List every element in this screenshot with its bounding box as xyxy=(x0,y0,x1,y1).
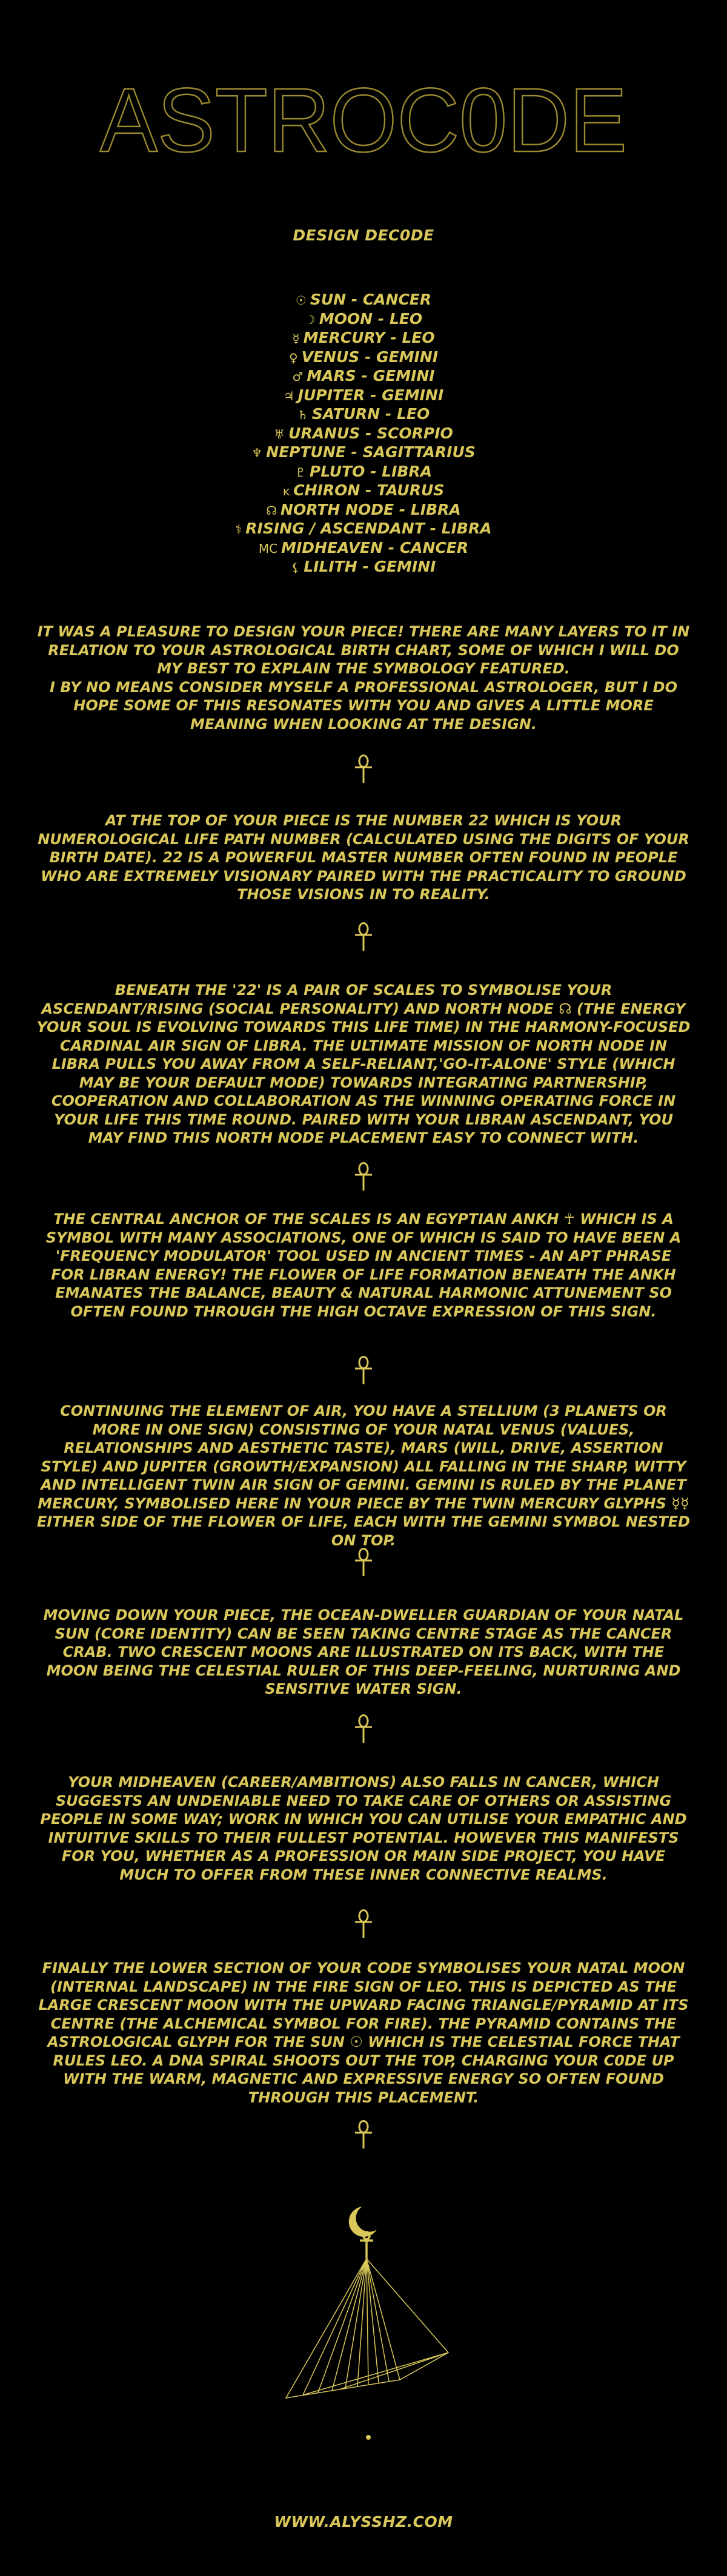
venus-icon: ♀ xyxy=(288,350,298,365)
lilith-icon: ⚸ xyxy=(291,560,300,575)
ankh-paragraph: THE CENTRAL ANCHOR OF THE SCALES IS AN EGYPTIAN ANKH ☥ WHICH IS A SYMBOL WITH MANY ASSOCIATIONS, ONE OF WHICH IS SAID TO HAVE BEEN A 'FREQUENCY MODULATOR' TOOL USED IN ANCIENT TIMES - AN APT PHRASE FOR LIBRAN ENERGY! THE FLOWER OF LIFE FORMATION BENEATH THE ANKH EMANATES THE BALANCE, BEAUTY & NATURAL HARMONIC ATTUNEMENT SO OFTEN FOUND THROUGH THE HIGH OCTAVE EXPRESSION OF THIS SIGN. xyxy=(45,1210,682,1320)
ankh-divider-icon xyxy=(351,922,376,952)
dot-icon xyxy=(366,2435,371,2440)
placement-item: ⚸ LILITH - GEMINI xyxy=(291,558,436,575)
mercury-icon: ☿ xyxy=(292,331,300,346)
moon-icon: ☽ xyxy=(304,312,316,327)
scales-paragraph: BENEATH THE '22' IS A PAIR OF SCALES TO SYMBOLISE YOUR ASCENDANT/RISING (SOCIAL PERSONALITY) AND NORTH NODE ☊ (THE ENERGY YOUR SOUL IS EVOLVING TOWARDS THIS LIFE TIME) IN THE HARMONY-FOCUSED CARDINAL AIR SIGN OF LIBRA. THE ULTIMATE MISSION OF NORTH NODE IN LIBRA PULLS YOU AWAY FROM A SELF-RELIANT,'GO-IT-ALONE' STYLE (WHICH MAY BE YOUR DEFAULT MODE) TOWARDS INTEGRATING PARTNERSHIP, COOPERATION AND COLLABORATION AS THE WINNING OPERATING FORCE IN YOUR LIFE THIS TIME ROUND. PAIRED WITH YOUR LIBRAN ASCENDANT, YOU MAY FIND THIS NORTH NODE PLACEMENT EASY TO CONNECT WITH. xyxy=(36,982,691,1146)
astrocode-logo xyxy=(0,58,727,179)
ankh-divider-icon xyxy=(351,1161,376,1192)
pluto-icon: ♇ xyxy=(294,464,306,480)
placement-item: ĸ CHIRON - TAURUS xyxy=(282,481,445,499)
website-link[interactable]: WWW.ALYSSHZ.COM xyxy=(274,2513,453,2531)
intro-paragraph: IT WAS A PLEASURE TO DESIGN YOUR PIECE! THERE ARE MANY LAYERS TO IT IN RELATION TO YOUR ASTROLOGICAL BIRTH CHART, SOME OF WHICH I WILL DO MY BEST TO EXPLAIN THE SYMBOLOGY FEATURED. I BY NO MEANS CONSIDER MYSELF A PROFESSIONAL ASTROLOGER, BUT I DO HOPE SOME OF THIS RESONATES WITH YOU AND GIVES A LITTLE MORE MEANING WHEN LOOKING AT THE DESIGN. xyxy=(37,623,690,733)
stellium-paragraph: CONTINUING THE ELEMENT OF AIR, YOU HAVE A STELLIUM (3 PLANETS OR MORE IN ONE SIGN) CONSISTING OF YOUR NATAL VENUS (VALUES, RELATIONSHIPS AND AESTHETIC TASTE), MARS (WILL, DRIVE, ASSERTION STYLE) AND JUPITER (GROWTH/EXPANSION) ALL FALLING IN THE SHARP, WITTY AND INTELLIGENT TWIN AIR SIGN OF GEMINI. GEMINI IS RULED BY THE PLANET MERCURY, SYMBOLISED HERE IN YOUR PIECE BY THE TWIN MERCURY GLYPHS ☿☿ EITHER SIDE OF THE FLOWER OF LIFE, EACH WITH THE GEMINI SYMBOL NESTED ON TOP. xyxy=(36,1402,691,1549)
placement-item: ☉ SUN - CANCER xyxy=(295,291,432,308)
placement-item: ☊ NORTH NODE - LIBRA xyxy=(266,500,461,518)
crescent-moon-icon xyxy=(349,2207,377,2237)
placement-item: ♄ SATURN - LEO xyxy=(297,405,430,423)
pyramid-icon xyxy=(286,2259,448,2398)
uranus-icon: ♅ xyxy=(274,426,285,441)
placement-item: ♂ MARS - GEMINI xyxy=(292,367,435,385)
ankh-divider-icon xyxy=(351,2119,376,2150)
ankh-divider-icon xyxy=(351,754,376,784)
placement-item: ☽ MOON - LEO xyxy=(304,309,423,328)
pyramid-illustration xyxy=(267,2198,466,2452)
ankh-divider-icon xyxy=(351,1355,376,1385)
logo-text: ASTROC0DE xyxy=(100,69,627,171)
midheaven-paragraph: YOUR MIDHEAVEN (CAREER/AMBITIONS) ALSO FALLS IN CANCER, WHICH SUGGESTS AN UNDENIABLE NEED TO TAKE CARE OF OTHERS OR ASSISTING PEOPLE IN SOME WAY; WORK IN WHICH YOU CAN UTILISE YOUR EMPATHIC AND INTUITIVE SKILLS TO THEIR FULLEST POTENTIAL. HOWEVER THIS MANIFESTS FOR YOU, WHETHER AS A PROFESSION OR MAIN SIDE PROJECT, YOU HAVE MUCH TO OFFER FROM THESE INNER CONNECTIVE REALMS. xyxy=(40,1774,687,1883)
placement-item: ⚕ RISING / ASCENDANT - LIBRA xyxy=(235,520,492,537)
placements-list xyxy=(0,291,727,577)
placement-item: ♆ NEPTUNE - SAGITTARIUS xyxy=(251,443,476,461)
ankh-divider-icon xyxy=(351,1547,376,1577)
placement-item: ♇ PLUTO - LIBRA xyxy=(294,462,433,480)
page-subtitle: DESIGN DEC0DE xyxy=(293,226,434,244)
saturn-icon: ♄ xyxy=(297,408,308,422)
moon-leo-paragraph: FINALLY THE LOWER SECTION OF YOUR CODE SYMBOLISES YOUR NATAL MOON (INTERNAL LANDSCAPE) IN THE FIRE SIGN OF LEO. THIS IS DEPICTED AS THE LARGE CRESCENT MOON WITH THE UPWARD FACING TRIANGLE/PYRAMID AT ITS CENTRE (THE ALCHEMICAL SYMBOL FOR FIRE). THE PYRAMID CONTAINS THE ASTROLOGICAL GLYPH FOR THE SUN ☉ WHICH IS THE CELESTIAL FORCE THAT RULES LEO. A DNA SPIRAL SHOOTS OUT THE TOP, CHARGING YOUR C0DE UP WITH THE WARM, MAGNETIC AND EXPRESSIVE ENERGY SO OFTEN FOUND THROUGH THIS PLACEMENT. xyxy=(38,1960,689,2106)
placement-item: ♀ VENUS - GEMINI xyxy=(288,348,439,366)
mars-icon: ♂ xyxy=(292,369,304,384)
jupiter-icon: ♃ xyxy=(283,388,294,403)
north-node-icon: ☊ xyxy=(266,503,277,518)
sun-icon: ☉ xyxy=(295,293,307,308)
life-path-paragraph: AT THE TOP OF YOUR PIECE IS THE NUMBER 22 WHICH IS YOUR NUMEROLOGICAL LIFE PATH NUMBER (CALCULATED USING THE DIGITS OF YOUR BIRTH DATE). 22 IS A POWERFUL MASTER NUMBER OFTEN FOUND IN PEOPLE WHO ARE EXTREMELY VISIONARY PAIRED WITH THE PRACTICALITY TO GROUND THOSE VISIONS IN TO REALITY. xyxy=(38,812,689,903)
chiron-icon: ĸ xyxy=(282,484,290,498)
placement-item: ☿ MERCURY - LEO xyxy=(292,329,435,346)
neptune-icon: ♆ xyxy=(251,446,263,460)
placement-item: MC MIDHEAVEN - CANCER xyxy=(258,538,469,556)
ankh-divider-icon xyxy=(351,1714,376,1744)
placement-item: ♅ URANUS - SCORPIO xyxy=(274,424,453,442)
ascendant-icon: ⚕ xyxy=(235,522,242,537)
ankh-divider-icon xyxy=(351,1909,376,1939)
sun-cancer-paragraph: MOVING DOWN YOUR PIECE, THE OCEAN-DWELLER GUARDIAN OF YOUR NATAL SUN (CORE IDENTITY) CAN BE SEEN TAKING CENTRE STAGE AS THE CANCER CRAB. TWO CRESCENT MOONS ARE ILLUSTRATED ON ITS BACK, WITH THE MOON BEING THE CELESTIAL RULER OF THIS DEEP-FEELING, NURTURING AND SENSITIVE WATER SIGN. xyxy=(43,1607,684,1697)
placement-item: ♃ JUPITER - GEMINI xyxy=(283,386,444,404)
midheaven-icon: MC xyxy=(258,541,278,556)
